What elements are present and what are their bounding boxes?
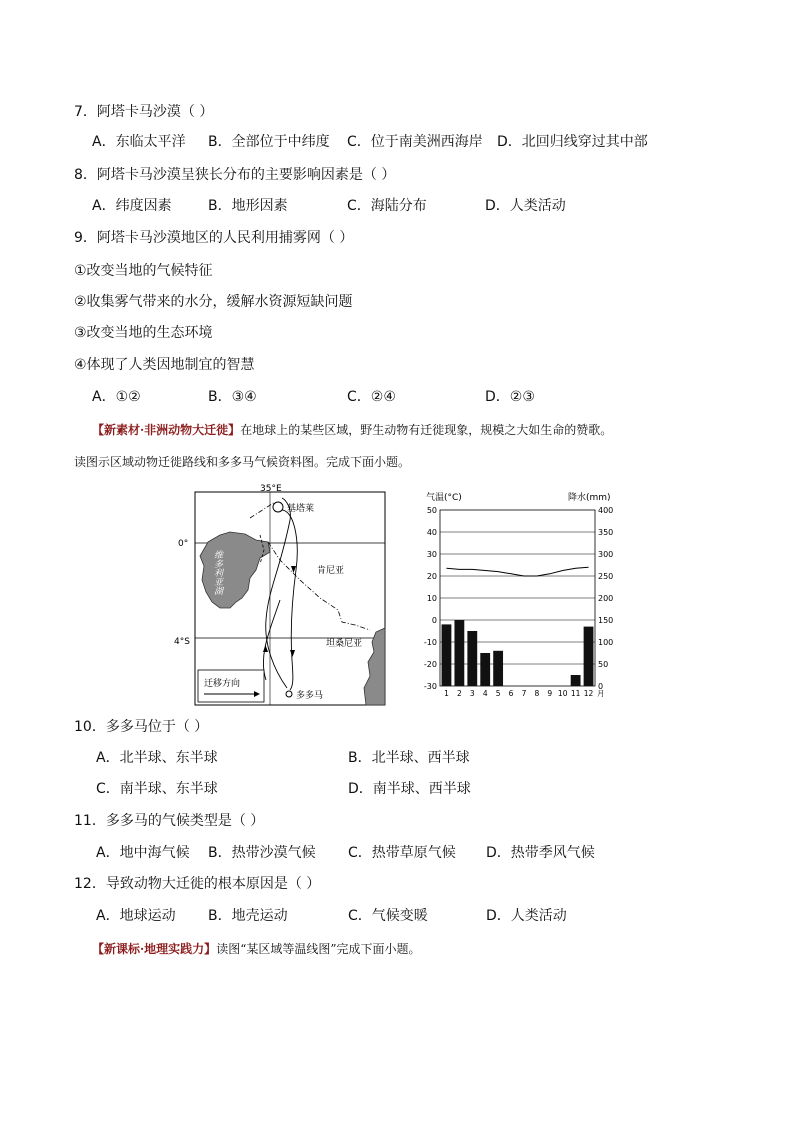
lat-4s-label: 4°S [174, 637, 190, 647]
q9-item-4: ④体现了人类因地制宜的智慧 [74, 357, 255, 373]
q12-option-d: D．人类活动 [486, 908, 567, 924]
month-tick-label: 11 [570, 689, 581, 698]
kitale-label: 基塔莱 [287, 504, 315, 514]
migration-path-south [280, 510, 297, 690]
lake-label: 维多利亚湖 [212, 550, 222, 595]
q12-option-b: B．地壳运动 [208, 908, 288, 924]
kenya-label: 肯尼亚 [317, 566, 345, 576]
precip-tick-label: 0 [598, 682, 604, 691]
q11-option-a: A．地中海气候 [96, 845, 190, 861]
precip-tick-label: 350 [598, 528, 614, 537]
precip-bar [442, 624, 452, 686]
month-tick-label: 4 [482, 689, 488, 698]
q12-stem: 12．导致动物大迁徙的根本原因是（ ） [74, 876, 321, 892]
temp-tick-label: 30 [426, 550, 437, 559]
q8-option-d: D．人类活动 [485, 198, 566, 214]
q12-option-a: A．地球运动 [96, 908, 176, 924]
q7-option-d: D．北回归线穿过其中部 [497, 134, 648, 150]
q9-stem: 9．阿塔卡马沙漠地区的人民利用捕雾网（ ） [74, 230, 354, 246]
month-tick-label: 2 [456, 689, 462, 698]
arrow-south-2 [290, 650, 295, 657]
precip-bar [493, 651, 503, 686]
temp-tick-label: 0 [431, 616, 437, 625]
kitale-marker [273, 502, 283, 512]
q8-option-c: C．海陆分布 [347, 198, 427, 214]
temp-tick-label: 10 [426, 594, 437, 603]
q9-item-1: ①改变当地的气候特征 [74, 263, 213, 279]
intro2-paragraph [92, 940, 420, 958]
precip-bar [467, 631, 477, 686]
intro1-tag: 【新素材·非洲动物大迁徙】 [92, 423, 241, 437]
precip-tick-label: 250 [598, 572, 614, 581]
lon-label: 35°E [260, 484, 282, 494]
intro1-text: 在地球上的某些区域，野生动物有迁徙现象，规模之大如生命的赞歌。 [240, 423, 613, 437]
q11-option-c: C．热带草原气候 [348, 845, 456, 861]
month-tick-label: 3 [469, 689, 475, 698]
intro1-paragraph [92, 421, 612, 439]
temperature-line [446, 567, 588, 576]
month-tick-label: 12 [583, 689, 594, 698]
month-tick-label: 8 [534, 689, 540, 698]
legend-label: 迁移方向 [204, 679, 241, 689]
arrow-south-1 [291, 566, 296, 573]
q9-item-3: ③改变当地的生态环境 [74, 325, 213, 341]
q9-option-a: A．①② [92, 389, 141, 405]
month-suffix-label: 月 [597, 689, 605, 698]
precip-bar [480, 653, 490, 686]
q9-option-d: D．②③ [485, 389, 535, 405]
temp-tick-label: 20 [426, 572, 437, 581]
month-tick-label: 1 [444, 689, 449, 698]
month-tick-label: 7 [521, 689, 527, 698]
precip-tick-label: 400 [598, 506, 614, 515]
q9-option-c: C．②④ [347, 389, 396, 405]
precip-tick-label: 200 [598, 594, 614, 603]
migration-path-north [266, 498, 291, 688]
climate-chart [420, 488, 620, 708]
q10-option-d: D．南半球、西半球 [348, 781, 471, 797]
precip-tick-label: 300 [598, 550, 614, 559]
q9-item-2: ②收集雾气带来的水分，缓解水资源短缺问题 [74, 294, 353, 310]
dodoma-label: 多多马 [296, 691, 324, 701]
q8-stem: 8．阿塔卡马沙漠呈狭长分布的主要影响因素是（ ） [74, 167, 396, 183]
q7-option-b: B．全部位于中纬度 [208, 134, 330, 150]
month-tick-label: 6 [508, 689, 514, 698]
q11-option-d: D．热带季风气候 [486, 845, 595, 861]
temp-tick-label: -30 [423, 682, 437, 691]
precip-tick-label: 100 [598, 638, 614, 647]
intro2-tag: 【新课标·地理实践力】 [92, 942, 217, 956]
tanzania-label: 坦桑尼亚 [326, 639, 363, 649]
precip-tick-label: 150 [598, 616, 614, 625]
east-coast-land [364, 628, 385, 705]
q12-option-c: C．气候变暖 [348, 908, 428, 924]
q8-option-a: A．纬度因素 [92, 198, 172, 214]
q8-option-b: B．地形因素 [208, 198, 288, 214]
migration-path-west [263, 600, 280, 680]
intro1-line2: 读图示区域动物迁徙路线和多多马气候资料图。完成下面小题。 [74, 455, 411, 469]
temp-tick-label: -10 [423, 638, 437, 647]
temp-tick-label: 40 [426, 528, 437, 537]
lat-0-label: 0° [178, 539, 189, 549]
q10-option-a: A．北半球、东半球 [96, 750, 218, 766]
month-tick-label: 5 [495, 689, 501, 698]
precip-bar [584, 627, 594, 686]
precip-axis-label: 降水(mm) [568, 493, 611, 503]
precip-bar [454, 620, 464, 686]
q11-stem: 11．多多马的气候类型是（ ） [74, 813, 265, 829]
month-tick-label: 10 [557, 689, 568, 698]
precip-tick-label: 50 [598, 660, 609, 669]
q10-option-b: B．北半球、西半球 [348, 750, 470, 766]
arrow-north-1 [263, 645, 268, 652]
q10-stem: 10．多多马位于（ ） [74, 719, 209, 735]
lake-victoria [200, 532, 270, 608]
dodoma-marker [286, 691, 292, 697]
country-border [250, 502, 370, 630]
intro2-text: 读图“某区域等温线图”完成下面小题。 [216, 942, 421, 956]
temp-tick-label: 50 [426, 506, 437, 515]
migration-map [174, 480, 390, 710]
q7-option-c: C．位于南美洲西海岸 [347, 134, 483, 150]
q7-stem: 7．阿塔卡马沙漠（ ） [74, 104, 214, 120]
q7-option-a: A．东临太平洋 [92, 134, 186, 150]
q9-option-b: B．③④ [208, 389, 257, 405]
q11-option-b: B．热带沙漠气候 [208, 845, 316, 861]
temp-tick-label: -20 [423, 660, 437, 669]
precip-bar [571, 675, 581, 686]
temp-axis-label: 气温(°C) [426, 493, 462, 503]
month-tick-label: 9 [547, 689, 553, 698]
q10-option-c: C．南半球、东半球 [96, 781, 218, 797]
